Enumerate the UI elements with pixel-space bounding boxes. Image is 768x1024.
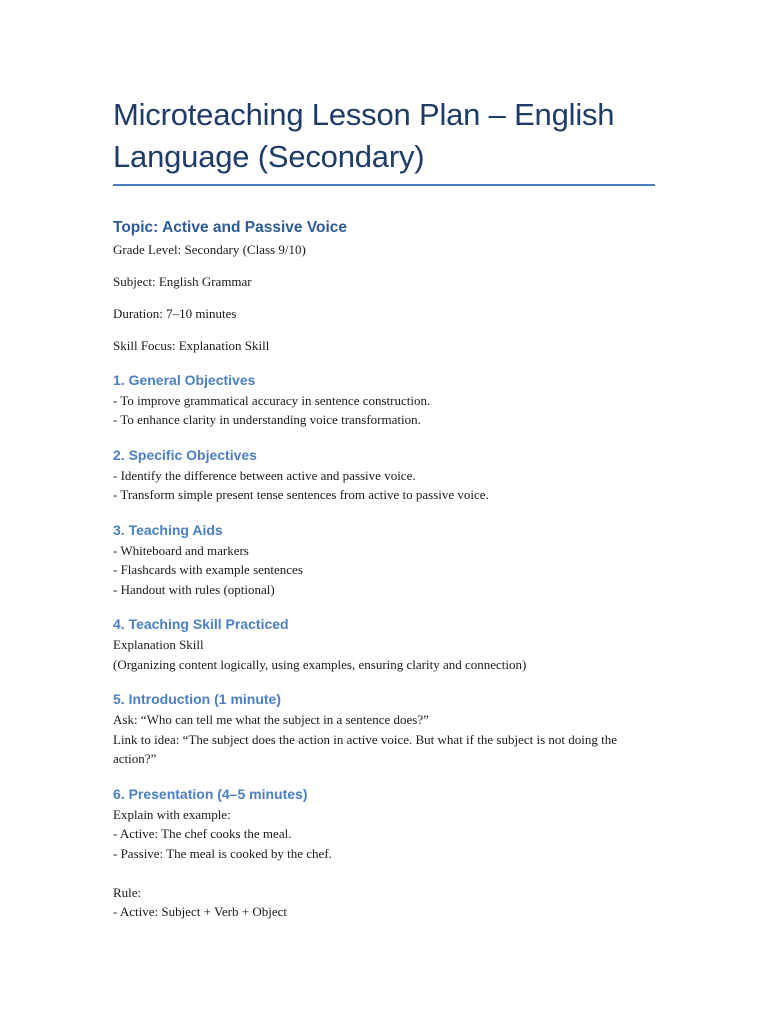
list-item: - Whiteboard and markers [113, 542, 249, 558]
list-item: - Active: The chef cooks the meal. [113, 826, 292, 841]
skill-focus-line: Skill Focus: Explanation Skill [113, 338, 270, 353]
list-item: - To improve grammatical accuracy in sentence construction. [113, 392, 431, 408]
list-item: - Flashcards with example sentences [113, 562, 303, 577]
subject-line: Subject: English Grammar [113, 274, 252, 289]
section-body-introduction [113, 710, 655, 769]
list-item: Explain with example: [113, 806, 231, 822]
list-item: Explanation Skill [113, 637, 204, 652]
list-item: Ask: “Who can tell me what the subject in a sentence does?” [113, 712, 429, 727]
list-item: - To enhance clarity in understanding voice transformation. [113, 412, 421, 427]
topic-heading: Topic: Active and Passive Voice [113, 219, 348, 236]
list-item: - Identify the difference between active and passive voice. [113, 467, 416, 483]
rule-label: Rule: [113, 884, 142, 900]
list-item: Link to idea: “The subject does the action in active voice. But what if the subject is not doing the action?” [113, 731, 617, 766]
section-heading-teaching-skill: 4. Teaching Skill Practiced [113, 616, 289, 632]
duration-line: Duration: 7–10 minutes [113, 306, 237, 321]
list-item: - Transform simple present tense sentences from active to passive voice. [113, 487, 489, 502]
section-heading-general-objectives: 1. General Objectives [113, 371, 256, 388]
title-divider [113, 184, 655, 186]
section-body-presentation [113, 805, 655, 864]
list-item: - Passive: The meal is cooked by the chef. [113, 845, 332, 861]
section-body-teaching-skill [113, 635, 655, 674]
section-heading-presentation: 6. Presentation (4–5 minutes) [113, 785, 308, 802]
list-item: - Handout with rules (optional) [113, 581, 275, 597]
section-body-teaching-aids [113, 541, 655, 600]
section-heading-teaching-aids: 3. Teaching Aids [113, 521, 223, 538]
list-item: - Active: Subject + Verb + Object [113, 904, 287, 919]
document-title: Microteaching Lesson Plan – English Language (Secondary) [113, 97, 615, 174]
list-item: (Organizing content logically, using examples, ensuring clarity and connection) [113, 656, 527, 672]
rule-block [113, 883, 655, 922]
document-page [113, 94, 655, 922]
section-heading-introduction: 5. Introduction (1 minute) [113, 691, 281, 707]
section-body-general-objectives [113, 391, 655, 430]
section-heading-specific-objectives: 2. Specific Objectives [113, 446, 257, 463]
grade-level: Grade Level: Secondary (Class 9/10) [113, 242, 306, 257]
section-body-specific-objectives [113, 466, 655, 505]
